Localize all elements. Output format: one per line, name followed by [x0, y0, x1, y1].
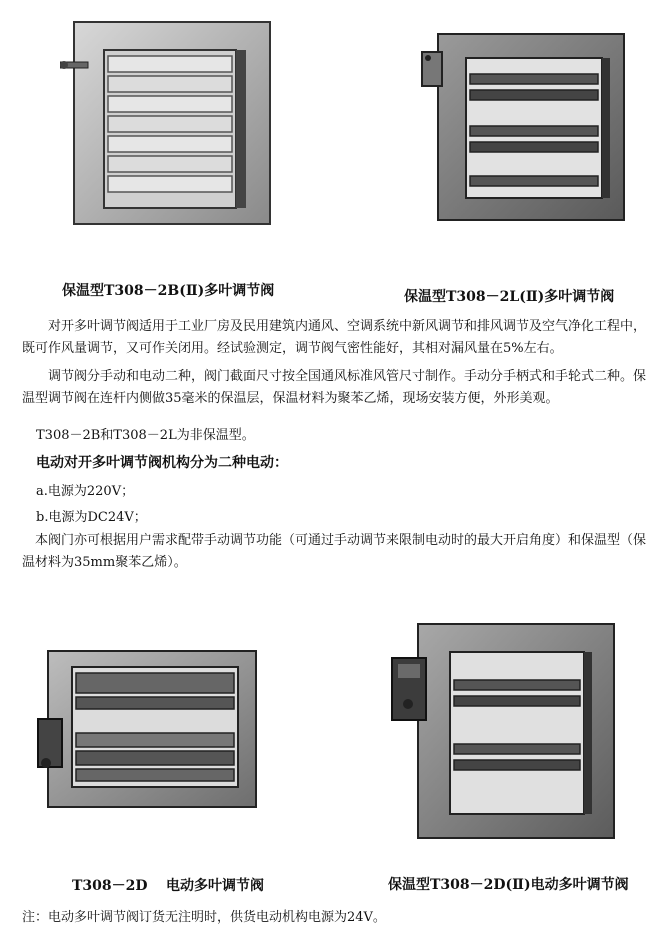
caption-t308-2d-model: T308－2D — [72, 878, 148, 894]
footer-note: 注：电动多叶调节阀订货无注明时，供货电动机构电源为24V。 — [22, 910, 386, 925]
electric-heading: 电动对开多叶调节阀机构分为二种电动： — [36, 455, 288, 471]
power-option-a: a.电源为220V； — [36, 484, 135, 499]
caption-t308-2b: 保温型T308－2B(Ⅱ)多叶调节阀 — [62, 283, 275, 299]
damper-photo-t308-2l — [418, 30, 628, 225]
types-paragraph: 调节阀分手动和电动二种，阀门截面尺寸按全国通风标准风管尺寸制作。手动分手柄式和手轮式二种。保温型调节阀在连杆内侧做35毫米的保温层，保温材料为聚苯乙烯，现场安装方便，外形美观。 — [22, 369, 647, 406]
power-option-b: b.电源为DC24V； — [36, 510, 147, 525]
intro-paragraph: 对开多叶调节阀适用于工业厂房及民用建筑内通风、空调系统中新风调节和排风调节及空气净化工程中，既可作风量调节，又可作关闭用。经试验测定，调节阀气密性能好，其相对漏风量在5%左右。 — [22, 319, 647, 356]
damper-photo-t308-2d-insulated — [388, 622, 618, 847]
options-paragraph: 本阀门亦可根据用户需求配带手动调节功能（可通过手动调节来限制电动时的最大开启角度）和保温型（保温材料为35mm聚苯乙烯）。 — [22, 533, 647, 570]
caption-t308-2d-name: 电动多叶调节阀 — [166, 878, 264, 894]
caption-t308-2l: 保温型T308－2L(Ⅱ)多叶调节阀 — [404, 289, 615, 305]
damper-photo-t308-2d — [36, 645, 261, 815]
caption-t308-2d-insulated: 保温型T308－2D(Ⅱ)电动多叶调节阀 — [388, 877, 629, 893]
non-insulated-note: T308－2B和T308－2L为非保温型。 — [36, 428, 255, 443]
damper-photo-t308-2b — [60, 20, 275, 230]
